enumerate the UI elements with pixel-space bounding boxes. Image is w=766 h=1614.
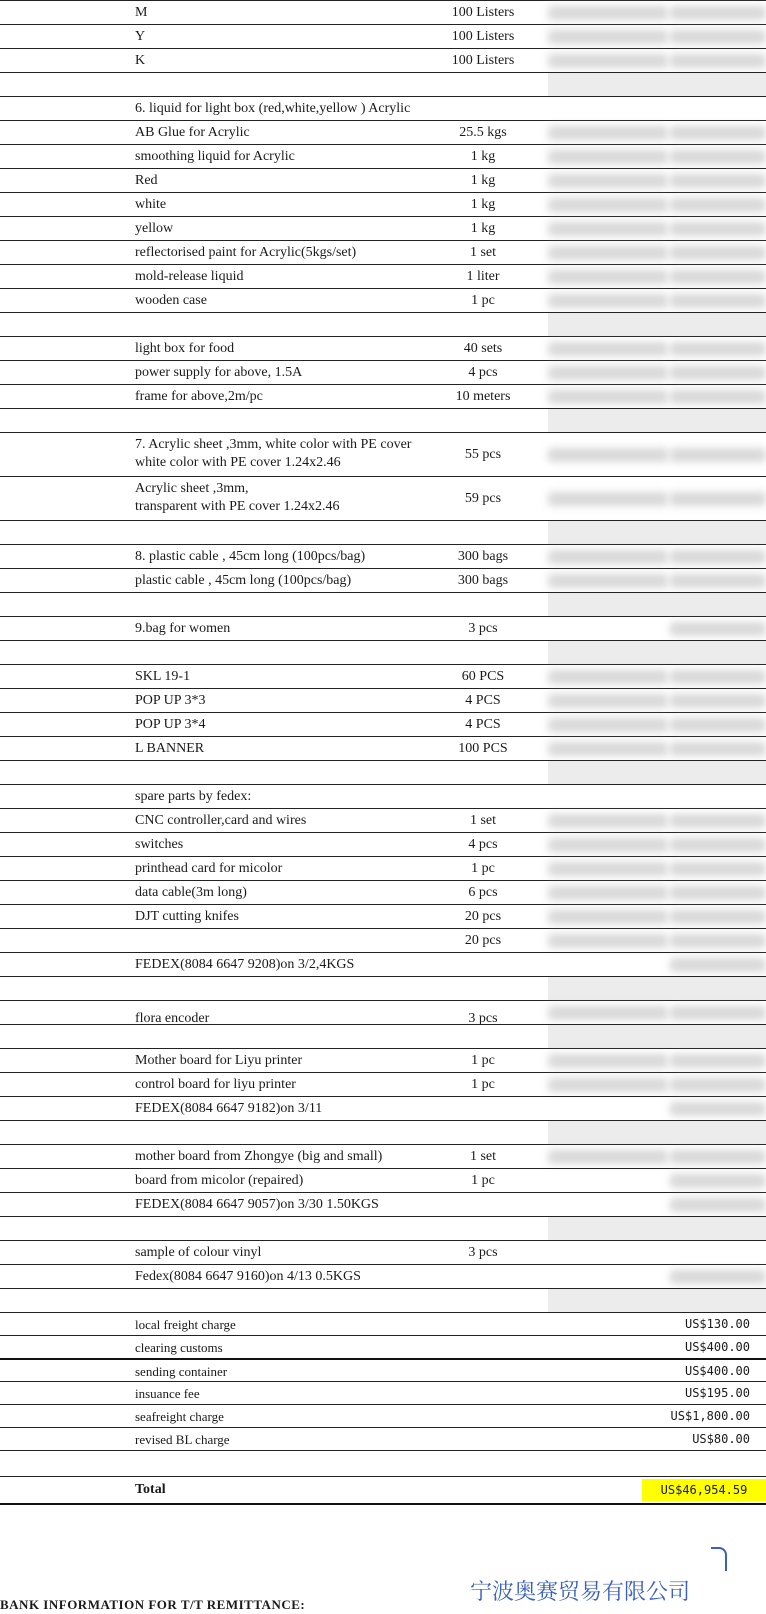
item-quantity: 1 kg (470, 221, 496, 236)
table-row (0, 1096, 766, 1121)
table-row (0, 288, 766, 313)
table-row (0, 384, 766, 409)
unit-price-redacted (548, 366, 668, 380)
unit-price-redacted (548, 126, 668, 140)
table-row (0, 1264, 766, 1289)
fee-label: sending container (135, 1364, 228, 1379)
unit-price-redacted (548, 448, 668, 462)
table-row (0, 688, 766, 713)
item-quantity: 100 Listers (451, 5, 515, 20)
amount-redacted (670, 1006, 766, 1020)
item-description: Acrylic sheet ,3mm, (135, 481, 249, 496)
item-description: POP UP 3*4 (135, 717, 206, 732)
item-quantity: 1 pc (471, 1053, 495, 1068)
item-description: L BANNER (135, 741, 205, 756)
item-quantity: 1 pc (471, 1173, 495, 1188)
item-description: FEDEX(8084 6647 9208)on 3/2,4KGS (135, 957, 355, 972)
item-quantity: 100 PCS (458, 741, 508, 756)
table-row (0, 360, 766, 385)
item-quantity: 1 pc (471, 861, 495, 876)
amount-redacted (670, 342, 766, 356)
item-description: yellow (135, 221, 174, 236)
item-description: 7. Acrylic sheet ,3mm, white color with PE cover (135, 437, 412, 452)
table-row (0, 664, 766, 689)
amount-redacted (670, 30, 766, 44)
fee-amount: US$1,800.00 (670, 1409, 750, 1423)
amount-redacted (670, 150, 766, 164)
item-description: power supply for above, 1.5A (135, 365, 303, 380)
fee-amount: US$400.00 (684, 1340, 750, 1354)
fee-row (0, 1358, 766, 1383)
amount-redacted (670, 1054, 766, 1068)
amount-redacted (670, 1174, 766, 1188)
unit-price-redacted (548, 814, 668, 828)
unit-price-redacted (548, 342, 668, 356)
item-quantity: 300 bags (457, 549, 509, 564)
item-description: SKL 19-1 (135, 669, 191, 684)
blank-row (0, 640, 766, 665)
table-row (0, 1072, 766, 1097)
item-quantity: 25.5 kgs (459, 125, 507, 140)
total-amount: US$46,954.59 (642, 1479, 766, 1501)
item-description: data cable(3m long) (135, 885, 247, 900)
fee-row (0, 1404, 766, 1428)
fee-label: revised BL charge (135, 1432, 230, 1447)
table-row (0, 544, 766, 569)
unit-price-redacted (548, 910, 668, 924)
fee-label: seafreight charge (135, 1409, 224, 1424)
fee-row (0, 1312, 766, 1336)
item-description: 8. plastic cable , 45cm long (100pcs/bag) (135, 549, 366, 564)
item-quantity: 20 pcs (464, 933, 502, 948)
amount-redacted (670, 492, 766, 506)
item-description: switches (135, 837, 184, 852)
amount-redacted (670, 814, 766, 828)
shaded-gap (548, 1121, 766, 1145)
item-description: mold-release liquid (135, 269, 244, 284)
item-description: DJT cutting knifes (135, 909, 239, 924)
item-quantity: 20 pcs (464, 909, 502, 924)
amount-redacted (670, 838, 766, 852)
item-quantity: 59 pcs (464, 491, 502, 506)
unit-price-redacted (548, 550, 668, 564)
unit-price-redacted (548, 574, 668, 588)
item-quantity: 4 PCS (465, 693, 501, 708)
fee-amount: US$130.00 (684, 1317, 750, 1331)
amount-redacted (670, 958, 766, 972)
unit-price-redacted (548, 198, 668, 212)
amount-redacted (670, 574, 766, 588)
item-description: wooden case (135, 293, 207, 308)
item-quantity: 4 pcs (468, 837, 498, 852)
table-row (0, 904, 766, 929)
fee-label: insuance fee (135, 1386, 200, 1401)
item-quantity: 60 PCS (461, 669, 505, 684)
table-row (0, 336, 766, 361)
blank-row (0, 1288, 766, 1313)
amount-redacted (670, 174, 766, 188)
unit-price-redacted (548, 174, 668, 188)
unit-price-redacted (548, 6, 668, 20)
item-description: AB Glue for Acrylic (135, 125, 250, 140)
item-quantity: 3 pcs (468, 1011, 498, 1026)
blank-row (0, 976, 766, 1001)
table-row (0, 712, 766, 737)
amount-redacted (670, 1198, 766, 1212)
blank-row (0, 312, 766, 337)
unit-price-redacted (548, 246, 668, 260)
item-quantity: 3 pcs (468, 1245, 498, 1260)
unit-price-redacted (548, 694, 668, 708)
item-description: flora encoder (135, 1011, 210, 1026)
item-description: Mother board for Liyu printer (135, 1053, 303, 1068)
item-description: M (135, 5, 148, 20)
unit-price-redacted (548, 54, 668, 68)
amount-redacted (670, 294, 766, 308)
item-quantity: 6 pcs (468, 885, 498, 900)
item-description: white (135, 197, 167, 212)
blank-row (0, 408, 766, 433)
table-row (0, 476, 766, 521)
company-name: 宁波奥赛贸易有限公司 (470, 1580, 691, 1605)
amount-redacted (670, 126, 766, 140)
item-description: plastic cable , 45cm long (100pcs/bag) (135, 573, 352, 588)
unit-price-redacted (548, 294, 668, 308)
amount-redacted (670, 910, 766, 924)
fee-amount: US$195.00 (684, 1386, 750, 1400)
fee-row (0, 1335, 766, 1359)
total-label: Total (135, 1482, 166, 1497)
amount-redacted (670, 6, 766, 20)
item-quantity: 1 set (469, 245, 497, 260)
blank-row (0, 1120, 766, 1145)
unit-price-redacted (548, 270, 668, 284)
amount-redacted (670, 448, 766, 462)
item-quantity: 4 pcs (468, 365, 498, 380)
amount-redacted (670, 862, 766, 876)
blank-row (0, 520, 766, 545)
item-description: POP UP 3*3 (135, 693, 206, 708)
amount-redacted (670, 742, 766, 756)
item-quantity: 10 meters (455, 389, 511, 404)
table-row (0, 1168, 766, 1193)
table-row (0, 120, 766, 145)
unit-price-redacted (548, 718, 668, 732)
table-row (0, 880, 766, 905)
shaded-gap (548, 761, 766, 785)
table-row (0, 616, 766, 641)
item-description: board from micolor (repaired) (135, 1173, 304, 1188)
item-description: CNC controller,card and wires (135, 813, 307, 828)
item-description: control board for liyu printer (135, 1077, 296, 1092)
table-row (0, 264, 766, 289)
fee-amount: US$80.00 (692, 1432, 750, 1446)
item-description-line2: white color with PE cover 1.24x2.46 (135, 455, 341, 470)
amount-redacted (670, 1102, 766, 1116)
item-description: Red (135, 173, 158, 188)
amount-redacted (670, 246, 766, 260)
item-description: spare parts by fedex: (135, 789, 252, 804)
item-quantity: 1 liter (466, 269, 500, 284)
unit-price-redacted (548, 862, 668, 876)
item-description: reflectorised paint for Acrylic(5kgs/set) (135, 245, 357, 260)
amount-redacted (670, 222, 766, 236)
unit-price-redacted (548, 670, 668, 684)
table-row (0, 1240, 766, 1265)
amount-redacted (670, 54, 766, 68)
item-quantity: 100 Listers (451, 29, 515, 44)
unit-price-redacted (548, 390, 668, 404)
item-quantity: 1 set (469, 1149, 497, 1164)
table-row (0, 192, 766, 217)
item-quantity: 40 sets (463, 341, 503, 356)
fee-label: clearing customs (135, 1340, 223, 1355)
item-quantity: 55 pcs (464, 447, 502, 462)
amount-redacted (670, 670, 766, 684)
amount-redacted (670, 718, 766, 732)
shaded-gap (548, 521, 766, 545)
item-description: smoothing liquid for Acrylic (135, 149, 295, 164)
amount-redacted (670, 270, 766, 284)
item-description: light box for food (135, 341, 235, 356)
item-quantity: 1 pc (471, 293, 495, 308)
table-row (0, 1144, 766, 1169)
blank-row (0, 760, 766, 785)
seal-mark (711, 1547, 727, 1571)
total-row (0, 1476, 766, 1505)
shaded-gap (548, 1025, 766, 1049)
amount-redacted (670, 198, 766, 212)
unit-price-redacted (548, 1006, 668, 1020)
table-row (0, 24, 766, 49)
item-quantity: 3 pcs (468, 621, 498, 636)
blank-row (0, 72, 766, 97)
table-row (0, 1048, 766, 1073)
item-description: 9.bag for women (135, 621, 231, 636)
amount-redacted (670, 366, 766, 380)
table-row (0, 216, 766, 241)
amount-redacted (670, 1270, 766, 1284)
unit-price-redacted (548, 492, 668, 506)
unit-price-redacted (548, 1150, 668, 1164)
table-row (0, 784, 766, 809)
amount-redacted (670, 694, 766, 708)
item-quantity: 1 kg (470, 173, 496, 188)
shaded-gap (548, 73, 766, 97)
shaded-gap (548, 1217, 766, 1241)
unit-price-redacted (548, 742, 668, 756)
table-row (0, 168, 766, 193)
item-quantity: 100 Listers (451, 53, 515, 68)
table-row (0, 928, 766, 953)
unit-price-redacted (548, 222, 668, 236)
unit-price-redacted (548, 886, 668, 900)
fee-row (0, 1381, 766, 1405)
table-row (0, 568, 766, 593)
item-description: sample of colour vinyl (135, 1245, 262, 1260)
amount-redacted (670, 1078, 766, 1092)
item-quantity: 1 kg (470, 149, 496, 164)
amount-redacted (670, 622, 766, 636)
item-quantity: 4 PCS (465, 717, 501, 732)
shaded-gap (548, 409, 766, 433)
item-quantity: 1 pc (471, 1077, 495, 1092)
table-row (0, 736, 766, 761)
table-row (0, 48, 766, 73)
shaded-gap (548, 593, 766, 617)
table-row (0, 0, 766, 25)
item-description: Fedex(8084 6647 9160)on 4/13 0.5KGS (135, 1269, 361, 1284)
amount-redacted (670, 1150, 766, 1164)
unit-price-redacted (548, 150, 668, 164)
blank-row (0, 1024, 766, 1049)
table-row (0, 856, 766, 881)
table-row (0, 240, 766, 265)
item-description: FEDEX(8084 6647 9182)on 3/11 (135, 1101, 323, 1116)
table-row (0, 432, 766, 477)
bank-info-heading: BANK INFORMATION FOR T/T REMITTANCE: (0, 1597, 306, 1612)
table-row (0, 832, 766, 857)
unit-price-redacted (548, 1078, 668, 1092)
item-description: FEDEX(8084 6647 9057)on 3/30 1.50KGS (135, 1197, 379, 1212)
shaded-gap (548, 1289, 766, 1313)
shaded-gap (548, 641, 766, 665)
table-row (0, 952, 766, 977)
item-description: mother board from Zhongye (big and small) (135, 1149, 383, 1164)
item-description-line2: transparent with PE cover 1.24x2.46 (135, 499, 340, 514)
amount-redacted (670, 934, 766, 948)
fee-row (0, 1427, 766, 1451)
fee-amount: US$400.00 (684, 1364, 750, 1378)
item-description: printhead card for micolor (135, 861, 283, 876)
fee-label: local freight charge (135, 1317, 236, 1332)
unit-price-redacted (548, 30, 668, 44)
amount-redacted (670, 886, 766, 900)
table-row (0, 144, 766, 169)
item-description: 6. liquid for light box (red,white,yellow ) Acrylic (135, 101, 411, 116)
item-description: frame for above,2m/pc (135, 389, 263, 404)
blank-row (0, 1216, 766, 1241)
shaded-gap (548, 977, 766, 1001)
table-row (0, 96, 766, 121)
blank-row (0, 1450, 766, 1477)
amount-redacted (670, 550, 766, 564)
item-description: K (135, 53, 146, 68)
table-row (0, 1192, 766, 1217)
unit-price-redacted (548, 838, 668, 852)
amount-redacted (670, 390, 766, 404)
item-quantity: 300 bags (457, 573, 509, 588)
shaded-gap (548, 313, 766, 337)
item-quantity: 1 kg (470, 197, 496, 212)
item-quantity: 1 set (469, 813, 497, 828)
item-description: Y (135, 29, 146, 44)
unit-price-redacted (548, 1054, 668, 1068)
unit-price-redacted (548, 934, 668, 948)
blank-row (0, 592, 766, 617)
table-row (0, 1000, 766, 1025)
table-row (0, 808, 766, 833)
